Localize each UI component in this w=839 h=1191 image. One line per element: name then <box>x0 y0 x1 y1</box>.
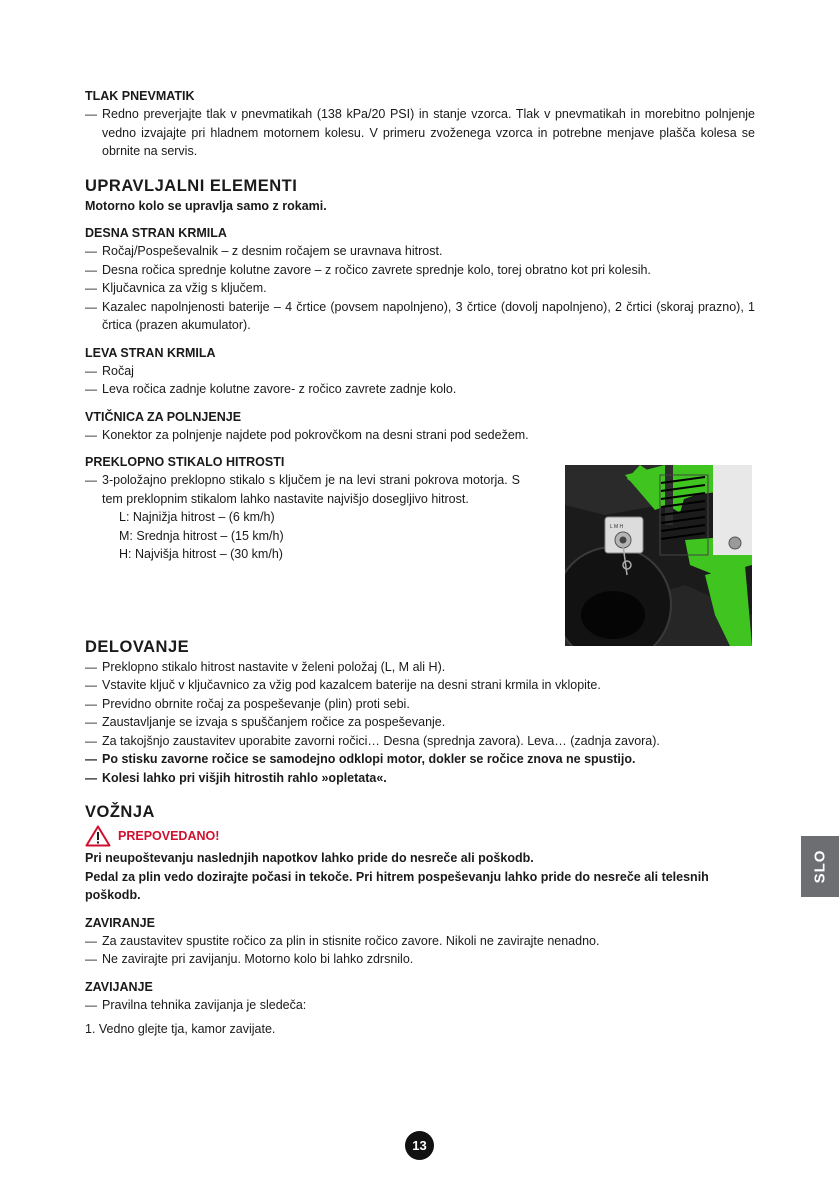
speed-low: L: Najnižja hitrost – (6 km/h) <box>119 510 275 524</box>
prohibited-label: PREPOVEDANO! <box>118 829 220 843</box>
turning-heading: ZAVIJANJE <box>85 979 153 994</box>
list-item: — Leva ročica zadnje kolutne zavore- z ročico zavrete zadnje kolo. <box>85 380 755 399</box>
list-item: — Za zaustavitev spustite ročico za plin in stisnite ročico zavore. Nikoli ne zavirajte nenadno. <box>85 932 755 951</box>
list-item: — Vstavite ključ v ključavnico za vžig pod kazalcem baterije na desni strani krmila in vklopite. <box>85 676 755 695</box>
warning-text: Pri neupoštevanju naslednjih napotkov lahko pride do nesreče ali poškodb. <box>85 851 534 865</box>
language-tab-label: SLO <box>811 849 829 884</box>
warning-text: Pedal za plin vedo dozirajte počasi in tekoče. Pri hitrem pospeševanju lahko pride do nesreče ali telesnih poškodb. <box>85 869 709 902</box>
left-handlebar-heading: LEVA STRAN KRMILA <box>85 345 216 360</box>
charging-socket-list <box>85 426 755 445</box>
braking-heading: ZAVIRANJE <box>85 915 155 930</box>
svg-text:L M H: L M H <box>610 524 624 530</box>
controls-intro: Motorno kolo se upravlja samo z rokami. <box>85 198 327 213</box>
list-item: — Ne zavirajte pri zavijanju. Motorno kolo bi lahko zdrsnilo. <box>85 950 755 969</box>
left-handlebar-list <box>85 362 755 399</box>
speed-switch-heading: PREKLOPNO STIKALO HITROSTI <box>85 455 285 469</box>
speed-switch-list <box>85 471 520 508</box>
operation-heading: DELOVANJE <box>85 637 190 656</box>
warning-row <box>85 825 755 847</box>
riding-heading: VOŽNJA <box>85 803 155 821</box>
list-item: — Preklopno stikalo hitrost nastavite v želeni položaj (L, M ali H). <box>85 658 755 677</box>
controls-heading: UPRAVLJALNI ELEMENTI <box>85 176 298 195</box>
list-item-bold: — Po stisku zavorne ročice se samodejno odklopi motor, dokler se ročice znova ne spustijo. <box>85 750 755 769</box>
turning-list <box>85 996 755 1015</box>
list-item: — Kazalec napolnjenosti baterije – 4 črtice (povsem napolnjeno), 3 črtice (dovolj napolnjeno), 2 črtici (skoraj prazno), 1 črtica (prazen akumulator). <box>85 298 755 335</box>
list-item: — Za takojšnjo zaustavitev uporabite zavorni ročici… Desna (sprednja zavora). Leva… (zadnja zavora). <box>85 732 755 751</box>
list-item: — Previdno obrnite ročaj za pospeševanje (plin) proti sebi. <box>85 695 755 714</box>
speed-medium: M: Srednja hitrost – (15 km/h) <box>119 528 284 543</box>
braking-list <box>85 932 755 969</box>
speed-high: H: Najvišja hitrost – (30 km/h) <box>119 547 283 561</box>
list-item: — 3-položajno preklopno stikalo s ključem je na levi strani pokrova motorja. S tem preklopnim stikalom lahko nastavite najvišjo dosegljivo hitrost. <box>85 471 520 508</box>
language-tab <box>801 836 839 897</box>
list-item: — Pravilna tehnika zavijanja je sledeča: <box>85 996 755 1015</box>
right-handlebar-list <box>85 242 755 335</box>
tire-pressure-heading: TLAK PNEVMATIK <box>85 89 195 103</box>
list-item: — Konektor za polnjenje najdete pod pokrovčkom na desni strani pod sedežem. <box>85 426 755 445</box>
warning-icon <box>85 825 111 847</box>
motorbike-switch-illustration <box>565 465 752 646</box>
turning-step: 1. Vedno glejte tja, kamor zavijate. <box>85 1022 276 1036</box>
list-item: — Zaustavljanje se izvaja s spuščanjem ročice za pospeševanje. <box>85 713 755 732</box>
list-item: — Desna ročica sprednje kolutne zavore – z ročico zavrete sprednje kolo, torej obratno kot pri kolesih. <box>85 261 755 280</box>
list-item: — Ročaj/Pospeševalnik – z desnim ročajem se uravnava hitrost. <box>85 242 755 261</box>
right-handlebar-heading: DESNA STRAN KRMILA <box>85 226 227 240</box>
page-number: 13 <box>405 1131 434 1160</box>
operation-list <box>85 658 755 788</box>
tire-list <box>85 105 755 161</box>
list-item: — Ključavnica za vžig s ključem. <box>85 279 755 298</box>
speed-switch-photo <box>565 465 752 646</box>
list-item: — Ročaj <box>85 362 755 381</box>
list-item: — Redno preverjajte tlak v pnevmatikah (138 kPa/20 PSI) in stanje vzorca. Tlak v pnevmatikah in morebitno polnjenje vedno izvajajte pri hladnem motornem kolesu. V primeru zvoženega vzorca in potrebne menjave plašča kolesa se obrnite na servis. <box>85 105 755 161</box>
list-item-bold: — Kolesi lahko pri višjih hitrostih rahlo »opletata«. <box>85 769 755 788</box>
charging-socket-heading: VTIČNICA ZA POLNJENJE <box>85 409 242 424</box>
